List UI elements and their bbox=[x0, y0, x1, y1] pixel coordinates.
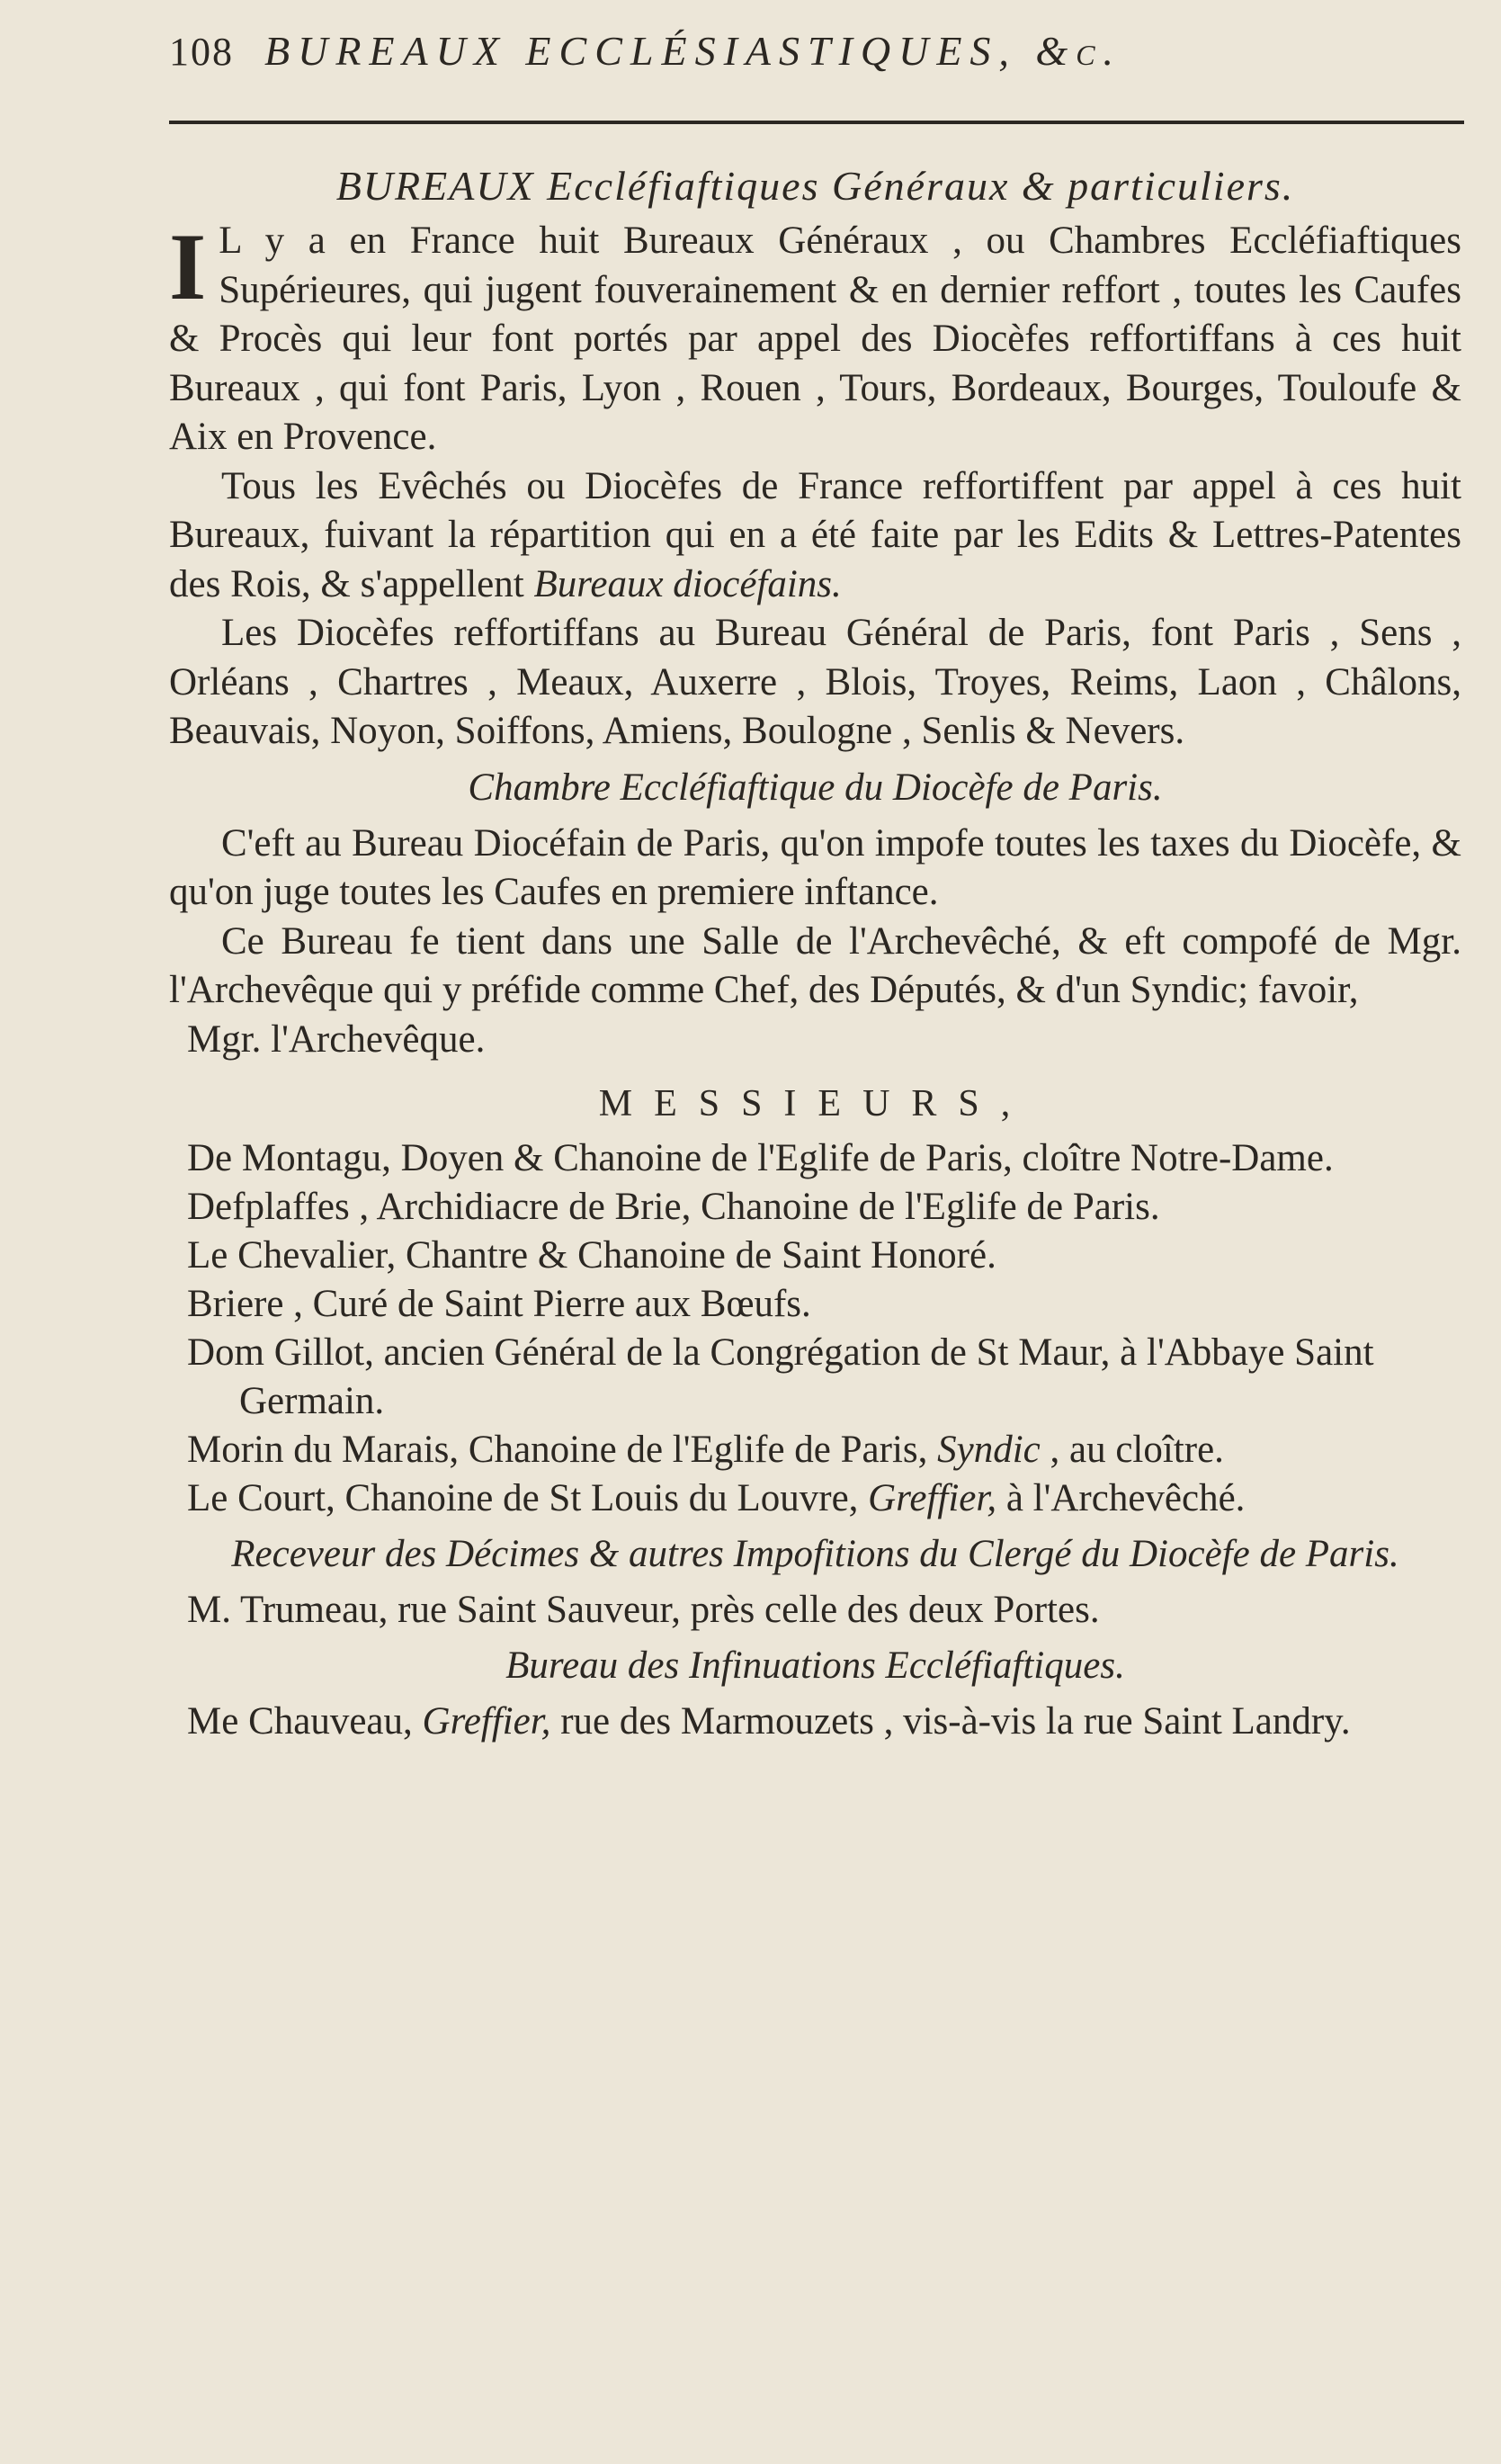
president-entry: Mgr. l'Archevêque. bbox=[187, 1017, 486, 1061]
member-name: Le Court, Chanoine de St Louis du Louvre, bbox=[187, 1476, 869, 1519]
insinuations-role: Greffier, bbox=[422, 1699, 551, 1743]
member-address: , au cloître. bbox=[1040, 1428, 1224, 1471]
receveur-entry: M. Trumeau, rue Saint Sauveur, près celle des deux Portes. bbox=[187, 1588, 1100, 1631]
member-entry bbox=[187, 1426, 1461, 1474]
insinuations-address: rue des Marmouzets , vis-à-vis la rue Saint Landry. bbox=[550, 1699, 1351, 1743]
insinuations-name: Me Chauveau, bbox=[187, 1699, 423, 1743]
drop-cap: I bbox=[169, 214, 207, 319]
member-address: à l'Archevêché. bbox=[996, 1476, 1246, 1519]
messieurs-heading: MESSIEURS, bbox=[598, 1082, 1032, 1124]
intro-paragraph-2 bbox=[169, 462, 1461, 610]
insinuations-heading: Bureau des Infinuations Eccléfiaftiques. bbox=[505, 1644, 1125, 1687]
member-entry bbox=[187, 1474, 1461, 1523]
intro-paragraph-3: Les Diocèfes reffortiffans au Bureau Général de Paris, font Paris , Sens , Orléans , Chartres , Meaux, Auxerre , Blois, Troyes, Reims, Laon , Châlons, Beauvais, Noyon, Soiffons, Amiens, Boulogne , Senlis & Nevers. bbox=[169, 612, 1461, 752]
member-name: Morin du Marais, Chanoine de l'Eglife de Paris, bbox=[187, 1428, 938, 1471]
running-head bbox=[169, 27, 1461, 90]
member-entry: Briere , Curé de Saint Pierre aux Bœufs. bbox=[187, 1282, 811, 1325]
insinuations-entry bbox=[187, 1698, 1461, 1746]
chambre-heading: Chambre Eccléfiaftique du Diocèfe de Paris. bbox=[468, 766, 1163, 809]
header-rule bbox=[169, 121, 1464, 124]
member-role: Greffier, bbox=[868, 1476, 997, 1519]
chambre-paragraph-1: C'eft au Bureau Diocéfain de Paris, qu'on impofe toutes les taxes du Diocèfe, & qu'on juge toutes les Caufes en premiere inftance. bbox=[169, 821, 1461, 913]
member-entry: Le Chevalier, Chantre & Chanoine de Saint Honoré. bbox=[187, 1233, 996, 1277]
intro-paragraph-1 bbox=[169, 214, 1461, 462]
member-entry: De Montagu, Doyen & Chanoine de l'Eglife de Paris, cloître Notre-Dame. bbox=[187, 1136, 1334, 1179]
member-entry: Dom Gillot, ancien Général de la Congrégation de St Maur, à l'Abbaye Saint Germain. bbox=[187, 1331, 1374, 1422]
intro-paragraph-2-text: Tous les Evêchés ou Diocèfes de France reffortiffent par appel à ces huit Bureaux, fuivant la répartition qui en a été faite par les Edits & Lettres-Patentes des Rois, & s'appellent bbox=[169, 464, 1461, 605]
section-title: BUREAUX Eccléfiaftiques Généraux & particuliers. bbox=[335, 163, 1295, 209]
chambre-paragraph-2: Ce Bureau fe tient dans une Salle de l'Archevêché, & eft compofé de Mgr. l'Archevêque qui y préfide comme Chef, des Députés, & d'un Syndic; favoir, bbox=[169, 919, 1461, 1011]
page-number: 108 bbox=[169, 30, 234, 74]
member-entry: Defplaffes , Archidiacre de Brie, Chanoine de l'Eglife de Paris. bbox=[187, 1185, 1160, 1228]
intro-paragraph-2-italic: Bureaux diocéfains. bbox=[533, 562, 842, 605]
running-title: BUREAUX ECCLÉSIASTIQUES, &c. bbox=[264, 28, 1122, 74]
receveur-heading: Receveur des Décimes & autres Impofitions du Clergé du Diocèfe de Paris. bbox=[231, 1532, 1399, 1575]
intro-paragraph-1-text: L y a en France huit Bureaux Généraux , ou Chambres Eccléfiaftiques Supérieures, qui jugent fouverainement & en dernier reffort , toutes les Caufes & Procès qui leur font portés par appel des Diocèfes reffortiffans à ces huit Bureaux , qui font Paris, Lyon , Rouen , Tours, Bordeaux, Bourges, Touloufe & Aix en Provence. bbox=[169, 220, 1461, 458]
member-role: Syndic bbox=[937, 1428, 1041, 1471]
